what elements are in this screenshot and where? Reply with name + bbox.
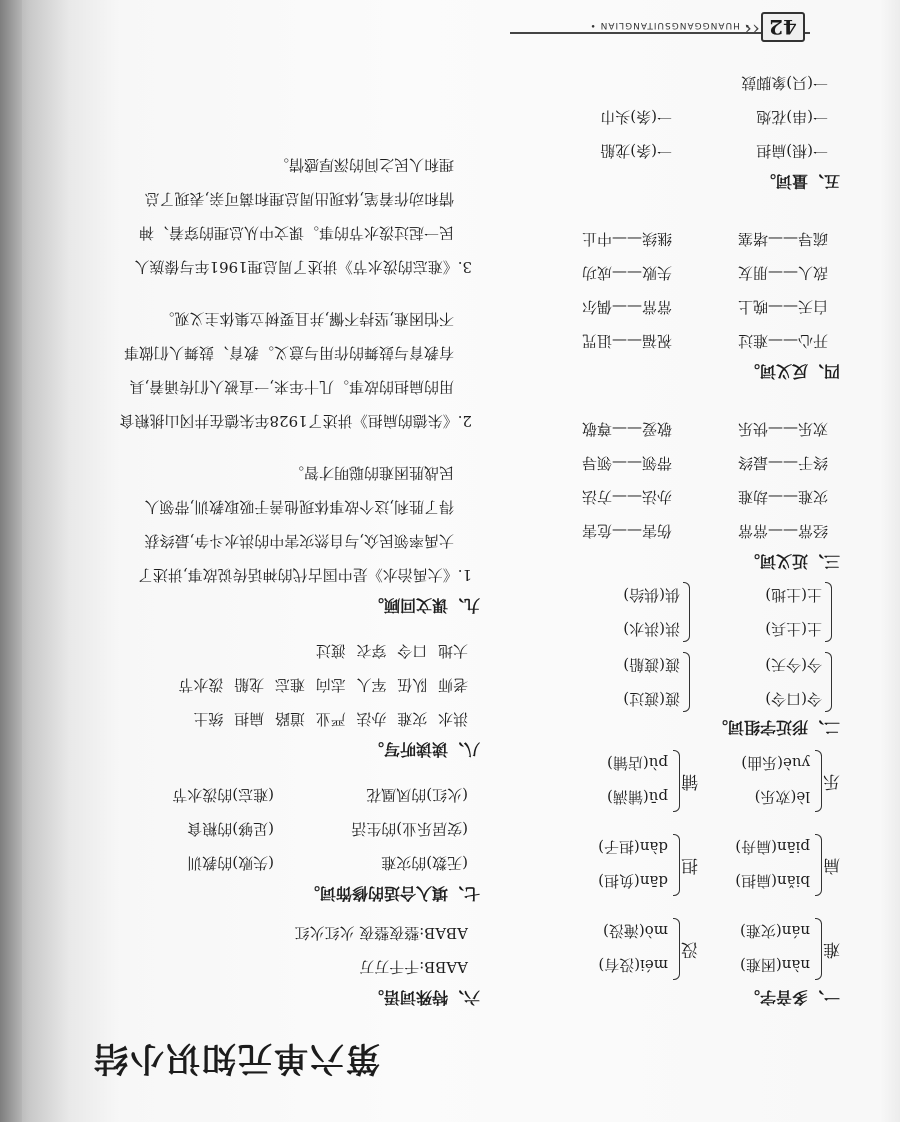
poly-reading: dàn(担子) [598, 838, 668, 856]
poly-reading: mò(淹没) [603, 922, 668, 940]
brace [815, 750, 822, 812]
section-8-heading: 八、读读听写。 [367, 740, 480, 759]
brace [683, 652, 690, 712]
modifier-item: (足够)的粮食 [187, 820, 274, 838]
section-6-heading: 六、特殊词语。 [367, 988, 480, 1007]
dictation-row: 洪水 灾难 办法 严业 道路 扁担 统土 [193, 710, 468, 728]
synonym-pair: 伤害——危害 [581, 522, 672, 540]
word-item: 渡(渡过) [623, 690, 680, 708]
poly-reading: lè(欢乐) [754, 788, 810, 806]
review-line: 2.《朱德的扁担》讲述了1928年朱德在井冈山挑粮食 [119, 412, 472, 430]
antonym-pair: 常常——偶尔 [581, 298, 672, 316]
measure-word: 一(根)扁担 [756, 142, 828, 160]
brace [825, 582, 832, 642]
antonym-pair: 祝福——诅咒 [581, 332, 672, 350]
synonym-pair: 办法——方法 [581, 488, 672, 506]
poly-char-nan: 难 [823, 939, 840, 959]
poly-char-bian: 扁 [823, 855, 840, 875]
measure-word: 一(条)头巾 [600, 108, 672, 126]
dictation-row: 老师 队伍 军人 志向 难忘 龙船 泼水节 [178, 676, 468, 694]
word-item: 今(今天) [765, 656, 822, 674]
dictation-row: 大地 口令 穿衣 渡过 [315, 642, 468, 660]
modifier-item: (安居乐业)的生活 [351, 820, 468, 838]
brace [673, 750, 680, 812]
antonym-pair: 失败——成功 [581, 264, 672, 282]
poly-reading: pū(铺满) [607, 788, 668, 806]
antonym-pair: 疏导——堵塞 [737, 230, 828, 248]
section-9-heading: 九、课文回顾。 [367, 596, 480, 615]
brace [815, 918, 822, 980]
brace [673, 834, 680, 896]
review-line: 民战胜困难的聪明才智。 [288, 464, 454, 482]
synonym-pair: 敬爱——尊敬 [581, 420, 672, 438]
section-2-heading: 二、形近字组词。 [711, 718, 840, 737]
modifier-item: (无数)的灾难 [381, 854, 468, 872]
antonym-pair: 开心——难过 [737, 332, 828, 350]
modifier-item: (难忘)的泼水节 [172, 786, 274, 804]
brace [815, 834, 822, 896]
review-line: 大禹率领民众,与自然灾害中的洪水斗争,最终获 [144, 532, 454, 550]
poly-reading: dān(负担) [598, 872, 668, 890]
section-4-heading: 四、反义词。 [743, 362, 840, 381]
antonym-pair: 敌人——朋友 [737, 264, 828, 282]
section-1-heading: 一、多音字。 [743, 988, 840, 1007]
section-7-heading: 七、填入合适的修饰词。 [303, 884, 480, 903]
review-line: 情和动作着笔,体现出周总理和蔼可亲,表现了总 [144, 190, 454, 208]
poly-reading: yuè(乐曲) [741, 754, 810, 772]
poly-char-pu: 铺 [681, 771, 698, 791]
modifier-item: (失败)的教训 [187, 854, 274, 872]
review-line: 1.《大禹治水》是中国古代的神话传说故事,讲述了 [137, 566, 472, 584]
section-3-heading: 三、近义词。 [743, 552, 840, 571]
brace [683, 582, 690, 642]
measure-word: 一(条)龙船 [600, 142, 672, 160]
synonym-pair: 终于——最终 [737, 454, 828, 472]
modifier-item: (火红)的凤凰花 [366, 786, 468, 804]
synonym-pair: 欢乐——快乐 [737, 420, 828, 438]
brace [825, 652, 832, 712]
review-line: 得了胜利,这个故事体现他善于吸取教训,带领人 [144, 498, 454, 516]
measure-word: 一(只)象脚鼓 [741, 74, 828, 92]
word-item: 渡(渡船) [623, 656, 680, 674]
antonym-pair: 白天——晚上 [737, 298, 828, 316]
section-5-heading: 五、量词。 [759, 172, 840, 191]
review-line: 有教育与鼓舞的作用与意义。教育、鼓舞人们做事 [123, 344, 454, 362]
synonym-pair: 灾难——劫难 [737, 488, 828, 506]
page-title: 第六单元知识小结 [92, 1038, 380, 1078]
word-item: 供(供给) [623, 586, 680, 604]
review-line: 3.《难忘的泼水节》讲述了周总理1961年与傣族人 [134, 258, 472, 276]
poly-reading: piān(扁舟) [735, 838, 810, 856]
poly-char-mei: 没 [681, 939, 698, 959]
pattern-abab: ABAB:整夜整夜 火红火红 [294, 924, 468, 942]
brace [673, 918, 680, 980]
poly-reading: pù(店铺) [607, 754, 668, 772]
synonym-pair: 带领——领导 [581, 454, 672, 472]
antonym-pair: 继续——中止 [581, 230, 672, 248]
running-header: • HUANGGANGSUITANGLIAN • [589, 20, 750, 30]
poly-char-le: 乐 [823, 771, 840, 791]
poly-reading: nán(灾难) [740, 922, 810, 940]
word-item: 土(土兵) [765, 620, 822, 638]
word-item: 洪(洪水) [623, 620, 680, 638]
poly-reading: biǎn(扁担) [735, 872, 810, 890]
review-line: 民一起过泼水节的事。课文中从总理的穿着、神 [138, 224, 454, 242]
review-line: 用的扁担的故事。几十年来,一直被人们传诵着,具 [129, 378, 454, 396]
synonym-pair: 经常——常常 [737, 522, 828, 540]
page-marker-icon: ‹‹ [744, 18, 760, 42]
poly-char-dan: 担 [681, 855, 698, 875]
page-number: 42 [761, 12, 805, 42]
word-item: 令(口令) [765, 690, 822, 708]
measure-word: 一(串)花炮 [756, 108, 828, 126]
poly-reading: méi(没有) [598, 956, 668, 974]
poly-reading: nàn(困难) [740, 956, 810, 974]
pattern-aabb: AABB:千千万万 [359, 958, 468, 976]
review-line: 理和人民之间的深厚感情。 [273, 156, 454, 174]
review-line: 不怕困难,坚持不懈,并且要树立集体主义观。 [159, 310, 454, 328]
word-item: 土(土地) [765, 586, 822, 604]
